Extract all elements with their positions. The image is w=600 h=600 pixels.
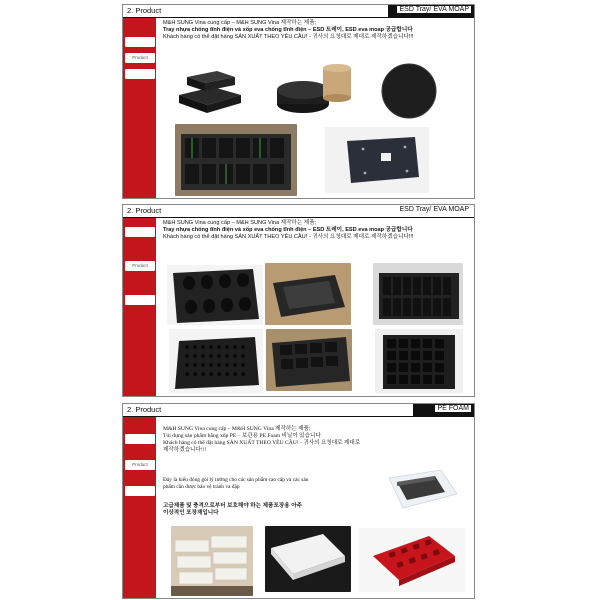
header-divider <box>123 217 474 218</box>
category-label: ESD Tray/ EVA MOAP <box>399 6 469 13</box>
sidebar-tab-blank[interactable] <box>125 295 155 305</box>
pe-foam-rolls-photo <box>171 526 253 596</box>
benefit-line-1: Đây là kiểu đóng gói lý tưởng cho các sản phẩm cao cấp và các sản <box>163 477 309 483</box>
pe-foam-bag-photo <box>381 464 461 520</box>
sidebar-tab-blank[interactable] <box>125 434 155 444</box>
sidebar-tab-product[interactable]: Product <box>125 261 155 271</box>
octagon-cavity-foam-photo <box>167 265 263 325</box>
sidebar-tab-product[interactable]: Product <box>125 460 155 470</box>
red-foam-tray-photo <box>359 528 465 592</box>
header-divider <box>123 416 474 417</box>
compartment-tray-photo <box>266 329 352 391</box>
section-title: 2. Product <box>127 6 162 15</box>
warehouse-trays-photo <box>175 124 297 196</box>
product-slide-esd-tray-1 <box>122 4 475 199</box>
sidebar-tab-blank[interactable] <box>125 37 155 47</box>
pe-foam-sheet-photo <box>265 526 351 592</box>
product-slide-esd-tray-2 <box>122 204 475 397</box>
benefit-line-2: phẩm cần được bảo vệ tránh va đập <box>163 484 240 490</box>
sidebar-tab-blank[interactable] <box>125 486 155 496</box>
sidebar-tab-blank[interactable] <box>125 69 155 79</box>
category-label: ESD Tray/ EVA MOAP <box>399 206 469 213</box>
benefit-line-4: 이상적인 포장재입니다 <box>163 510 219 516</box>
frame-foam-photo <box>265 263 351 325</box>
intro-line-4: 제작하겠습니다!!! <box>163 447 207 453</box>
eva-plate-photo <box>325 127 429 193</box>
section-title: 2. Product <box>127 206 162 215</box>
intro-line-1: M&H SUNG Vina cung cấp – M&H SUNG Vina 제작하는 제품; <box>163 426 311 432</box>
intro-line-3: Khách hàng có thể đặt hàng SẢN XUẤT THEO YÊU CẦU! - 귀사의 요청대로 제대로 제작하겠습니다!!! <box>163 34 414 40</box>
intro-line-1: M&H SUNG Vina cung cấp – M&H SUNG Vina 제작하는 제품; <box>163 20 317 26</box>
intro-line-3: Khách hàng có thể đặt hàng SẢN XUẤT THEO YÊU CẦU! - 귀사의 요청대로 제대로 <box>163 440 361 446</box>
side-accent-bar <box>123 218 156 396</box>
intro-line-2: Túi đựng sản phẩm bằng xốp PE – 보관용 PE Foam 비닐이 있습니다 <box>163 433 321 439</box>
side-accent-bar <box>123 417 156 598</box>
esd-box-photo <box>173 65 245 115</box>
header-white-segment <box>123 404 413 416</box>
header-white-segment <box>123 5 388 17</box>
pin-hole-foam-photo <box>169 329 263 393</box>
sidebar-tab-product[interactable]: Product <box>125 53 155 63</box>
intro-line-2: Tray nhựa chống tĩnh điện và xốp eva chống tĩnh điện – ESD 트레이, ESD eva moap 공급합니다 <box>163 27 413 33</box>
square-grid-foam-photo <box>375 329 463 393</box>
round-disc-photo <box>381 63 437 119</box>
product-slide-pe-foam <box>122 403 475 599</box>
category-label: PE FOAM <box>437 405 469 412</box>
intro-line-1: M&H SUNG Vina cung cấp – M&H SUNG Vina 제작하는 제품; <box>163 220 317 226</box>
benefit-line-3: 고급제품 및 충격으로부터 보호해야 하는 제품포장용 아주 <box>163 503 303 509</box>
sidebar-tab-blank[interactable] <box>125 227 155 237</box>
header-divider <box>123 17 474 18</box>
intro-line-2: Tray nhựa chống tĩnh điện và xốp eva chống tĩnh điện – ESD 트레이, ESD eva moap 공급합니다 <box>163 227 413 233</box>
round-container-photo <box>273 62 353 117</box>
grid-tray-photo <box>373 263 463 325</box>
intro-line-3: Khách hàng có thể đặt hàng SẢN XUẤT THEO YÊU CẦU! - 귀사의 요청대로 제대로 제작하겠습니다!!! <box>163 234 414 240</box>
section-title: 2. Product <box>127 405 162 414</box>
